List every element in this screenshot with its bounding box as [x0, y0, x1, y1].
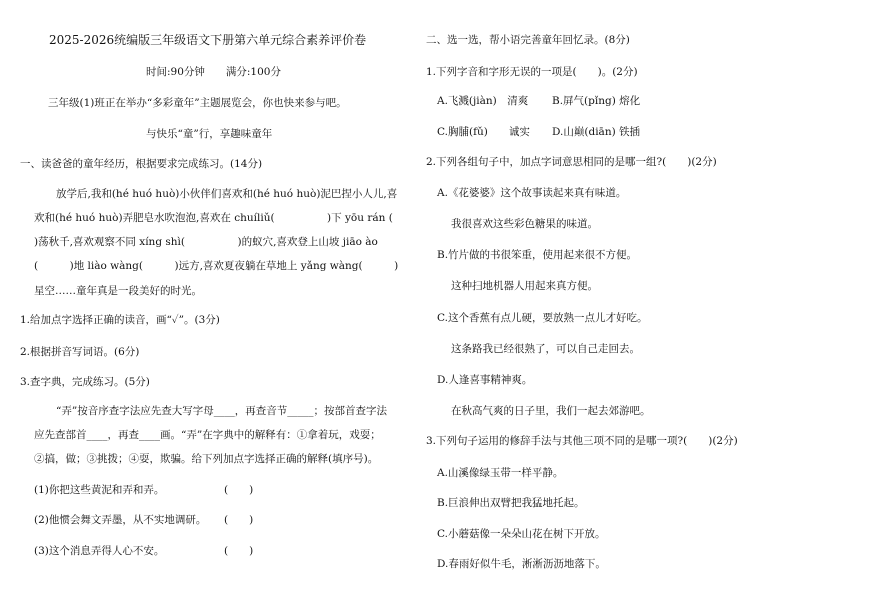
- passage-line: ( )地 liào wàng( )远方,喜欢夏夜躺在草地上 yǎng wàng( ): [34, 260, 399, 272]
- q3-item-text: (2)他惯会舞文弄墨，从不实地调研。: [34, 514, 207, 526]
- choice-option[interactable]: D.山巅(diān) 铁插: [552, 126, 641, 138]
- option-sentence: 我很喜欢这些彩色糖果的味道。: [451, 218, 598, 230]
- q3-item-answer-paren[interactable]: ( ): [224, 484, 254, 496]
- theme-subtitle: 与快乐“童”行，享趣味童年: [146, 128, 273, 140]
- choice-option[interactable]: A.飞溅(jiàn) 清爽: [437, 95, 529, 107]
- choice-option[interactable]: D.人逢喜事精神爽。: [437, 374, 533, 386]
- q3-item-text: (3)这个消息弄得人心不安。: [34, 545, 165, 557]
- section2-question-1: 1.下列字音和字形无误的一项是( )。(2分): [426, 66, 638, 78]
- choice-option[interactable]: A.山溪像绿玉带一样平静。: [437, 467, 564, 479]
- option-sentence: 在秋高气爽的日子里，我们一起去郊游吧。: [451, 405, 651, 417]
- q3-item-answer-paren[interactable]: ( ): [224, 514, 254, 526]
- section1-question-3: 3.查字典，完成练习。(5分): [20, 376, 150, 388]
- passage-line: 星空……童年真是一段美好的时光。: [34, 285, 202, 297]
- section1-question-2: 2.根据拼音写词语。(6分): [20, 346, 140, 358]
- choice-option[interactable]: D.春雨好似牛毛，淅淅沥沥地落下。: [437, 558, 606, 570]
- q3-instruction-line: 应先查部首____，再查____画。“弄”在字典中的解释有：①拿着玩，戏耍；: [34, 429, 381, 441]
- choice-option[interactable]: B.巨浪伸出双臂把我猛地托起。: [437, 497, 585, 509]
- choice-option[interactable]: C.这个香蕉有点儿硬，要放熟一点儿才好吃。: [437, 312, 648, 324]
- option-sentence: 这种扫地机器人用起来真方便。: [451, 280, 598, 292]
- q3-instruction-line: “弄”按音序查字法应先查大写字母____，再查音节_____；按部首查字法: [56, 405, 387, 417]
- passage-line: 放学后,我和(hé huó huò)小伙伴们喜欢和(hé huó huò)泥巴捏小人儿,喜: [56, 188, 398, 200]
- choice-option[interactable]: A.《花婆婆》这个故事读起来真有味道。: [437, 187, 627, 199]
- choice-option[interactable]: B.屏气(pǐng) 熔化: [552, 95, 641, 107]
- q3-item-text: (1)你把这些黄泥和弄和弄。: [34, 484, 165, 496]
- section2-question-2: 2.下列各组句子中，加点字词意思相同的是哪一组?( )(2分): [426, 156, 717, 168]
- section2-question-3: 3.下列句子运用的修辞手法与其他三项不同的是哪一项?( )(2分): [426, 435, 738, 447]
- passage-line: )荡秋千,喜欢观察不同 xíng shì( )的蚁穴,喜欢登上山坡 jiāo ào: [34, 236, 378, 248]
- section2-header: 二、选一选，帮小语完善童年回忆录。(8分): [426, 34, 630, 46]
- choice-option[interactable]: B.竹片做的书很笨重，使用起来很不方便。: [437, 249, 638, 261]
- q3-instruction-line: ②搞，做；③挑拨；④耍，欺骗。给下列加点字选择正确的解释(填序号)。: [34, 453, 379, 465]
- section1-question-1: 1.给加点字选择正确的读音，画“✓”。(3分): [20, 314, 220, 326]
- passage-line: 欢和(hé huó huò)弄肥皂水吹泡泡,喜欢在 chuíliǔ( )下 yōu rán (: [34, 212, 393, 224]
- section1-header: 一、读爸爸的童年经历，根据要求完成练习。(14分): [20, 158, 263, 170]
- choice-option[interactable]: C.小蘑菇像一朵朵山花在树下开放。: [437, 528, 606, 540]
- exam-title: 2025-2026统编版三年级语文下册第六单元综合素养评价卷: [49, 33, 367, 47]
- option-sentence: 这条路我已经很熟了，可以自己走回去。: [451, 343, 640, 355]
- choice-option[interactable]: C.胸脯(fǔ) 诚实: [437, 126, 530, 138]
- time-score-info: 时间:90分钟 满分:100分: [146, 66, 281, 78]
- intro-text: 三年级(1)班正在举办“多彩童年”主题展览会，你也快来参与吧。: [48, 97, 347, 109]
- q3-item-answer-paren[interactable]: ( ): [224, 545, 254, 557]
